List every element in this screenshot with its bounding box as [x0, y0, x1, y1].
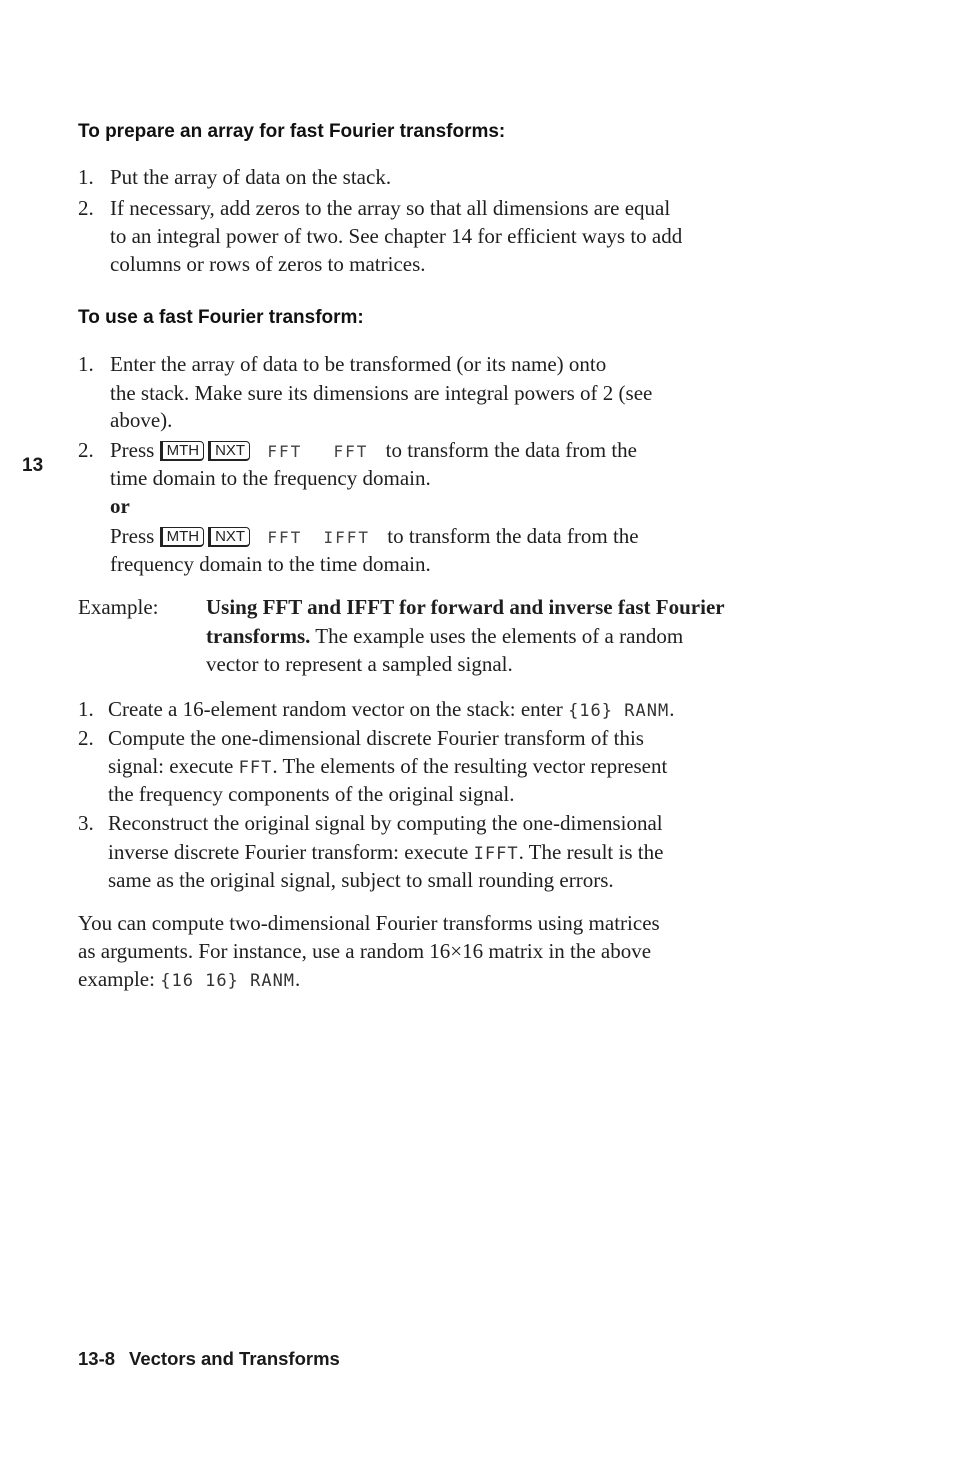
- step-text: columns or rows of zeros to matrices.: [110, 252, 426, 276]
- step-text: the frequency components of the original signal.: [108, 782, 515, 806]
- menu-label-fft: FFT: [267, 442, 303, 461]
- example-rest: The example uses the elements of a random: [315, 624, 684, 648]
- step-text: Reconstruct the original signal by computing the one-dimensional: [108, 811, 663, 835]
- chapter-title: Vectors and Transforms: [129, 1348, 340, 1369]
- example-title: Using FFT and IFFT for forward and inverse fast Fourier: [206, 595, 725, 619]
- menu-label-fft: FFT: [267, 528, 303, 547]
- step-body: . The elements of the resulting vector represent: [272, 754, 668, 778]
- step-text: above).: [110, 408, 173, 432]
- nxt-key: NXT: [208, 441, 250, 461]
- step-text: the stack. Make sure its dimensions are integral powers of 2 (see: [110, 381, 653, 405]
- nxt-key: NXT: [208, 527, 250, 547]
- step-number: 2.: [78, 196, 94, 220]
- example-text: [206, 624, 683, 649]
- section-heading-prepare: To prepare an array for fast Fourier transforms:: [78, 121, 506, 142]
- step-text: [108, 754, 667, 779]
- section-heading-use: To use a fast Fourier transform:: [78, 307, 364, 328]
- step-body: Create a 16-element random vector on the stack: enter: [108, 697, 563, 721]
- mth-key: MTH: [160, 527, 205, 547]
- step-number: 3.: [78, 811, 94, 835]
- step-text: Compute the one-dimensional discrete Fourier transform of this: [108, 726, 644, 750]
- menu-label-ifft: IFFT: [323, 528, 371, 547]
- step-number: 2.: [78, 438, 94, 462]
- paragraph-line: as arguments. For instance, use a random 16×16 matrix in the above: [78, 939, 652, 963]
- mth-key: MTH: [160, 441, 205, 461]
- press-word: Press: [110, 524, 155, 548]
- paragraph-text: example:: [78, 967, 155, 991]
- step-text: frequency domain to the time domain.: [110, 552, 431, 576]
- step-text: Put the array of data on the stack.: [110, 165, 392, 189]
- example-label: Example:: [78, 595, 159, 619]
- step-number: 1.: [78, 165, 94, 189]
- code-ifft: IFFT: [473, 844, 519, 864]
- paragraph-line: [78, 967, 300, 992]
- paragraph-line: You can compute two-dimensional Fourier transforms using matrices: [78, 911, 660, 935]
- chapter-tab: 13: [22, 455, 44, 476]
- step-body: signal: execute: [108, 754, 234, 778]
- code-ranm: {16} RANM: [568, 701, 670, 721]
- step-body: . The result is the: [518, 840, 664, 864]
- step-text: [108, 840, 663, 865]
- page-footer: [78, 1348, 340, 1370]
- step-text: to an integral power of two. See chapter 14 for efficient ways to add: [110, 224, 683, 248]
- step-number: 1.: [78, 352, 94, 376]
- step-number: 2.: [78, 726, 94, 750]
- example-title-end: transforms.: [206, 624, 311, 648]
- step-tail: to transform the data from the: [385, 438, 637, 462]
- code-ranm-matrix: {16 16} RANM: [160, 971, 296, 991]
- step-number: 1.: [78, 697, 94, 721]
- step-tail: to transform the data from the: [387, 524, 639, 548]
- step-text-keys: [110, 438, 637, 463]
- period: .: [669, 697, 675, 721]
- or-word: or: [110, 494, 130, 518]
- menu-label-fft-2: FFT: [333, 442, 369, 461]
- step-text: [108, 697, 674, 722]
- step-text: time domain to the frequency domain.: [110, 466, 431, 490]
- example-text: vector to represent a sampled signal.: [206, 652, 513, 676]
- step-text: Enter the array of data to be transformed (or its name) onto: [110, 352, 607, 376]
- page-number: 13-8: [78, 1348, 116, 1369]
- period: .: [295, 967, 301, 991]
- press-word: Press: [110, 438, 155, 462]
- step-text: same as the original signal, subject to small rounding errors.: [108, 868, 614, 892]
- step-text: If necessary, add zeros to the array so that all dimensions are equal: [110, 196, 671, 220]
- step-text-keys: [110, 524, 639, 549]
- step-body: inverse discrete Fourier transform: execute: [108, 840, 469, 864]
- code-fft: FFT: [238, 758, 273, 778]
